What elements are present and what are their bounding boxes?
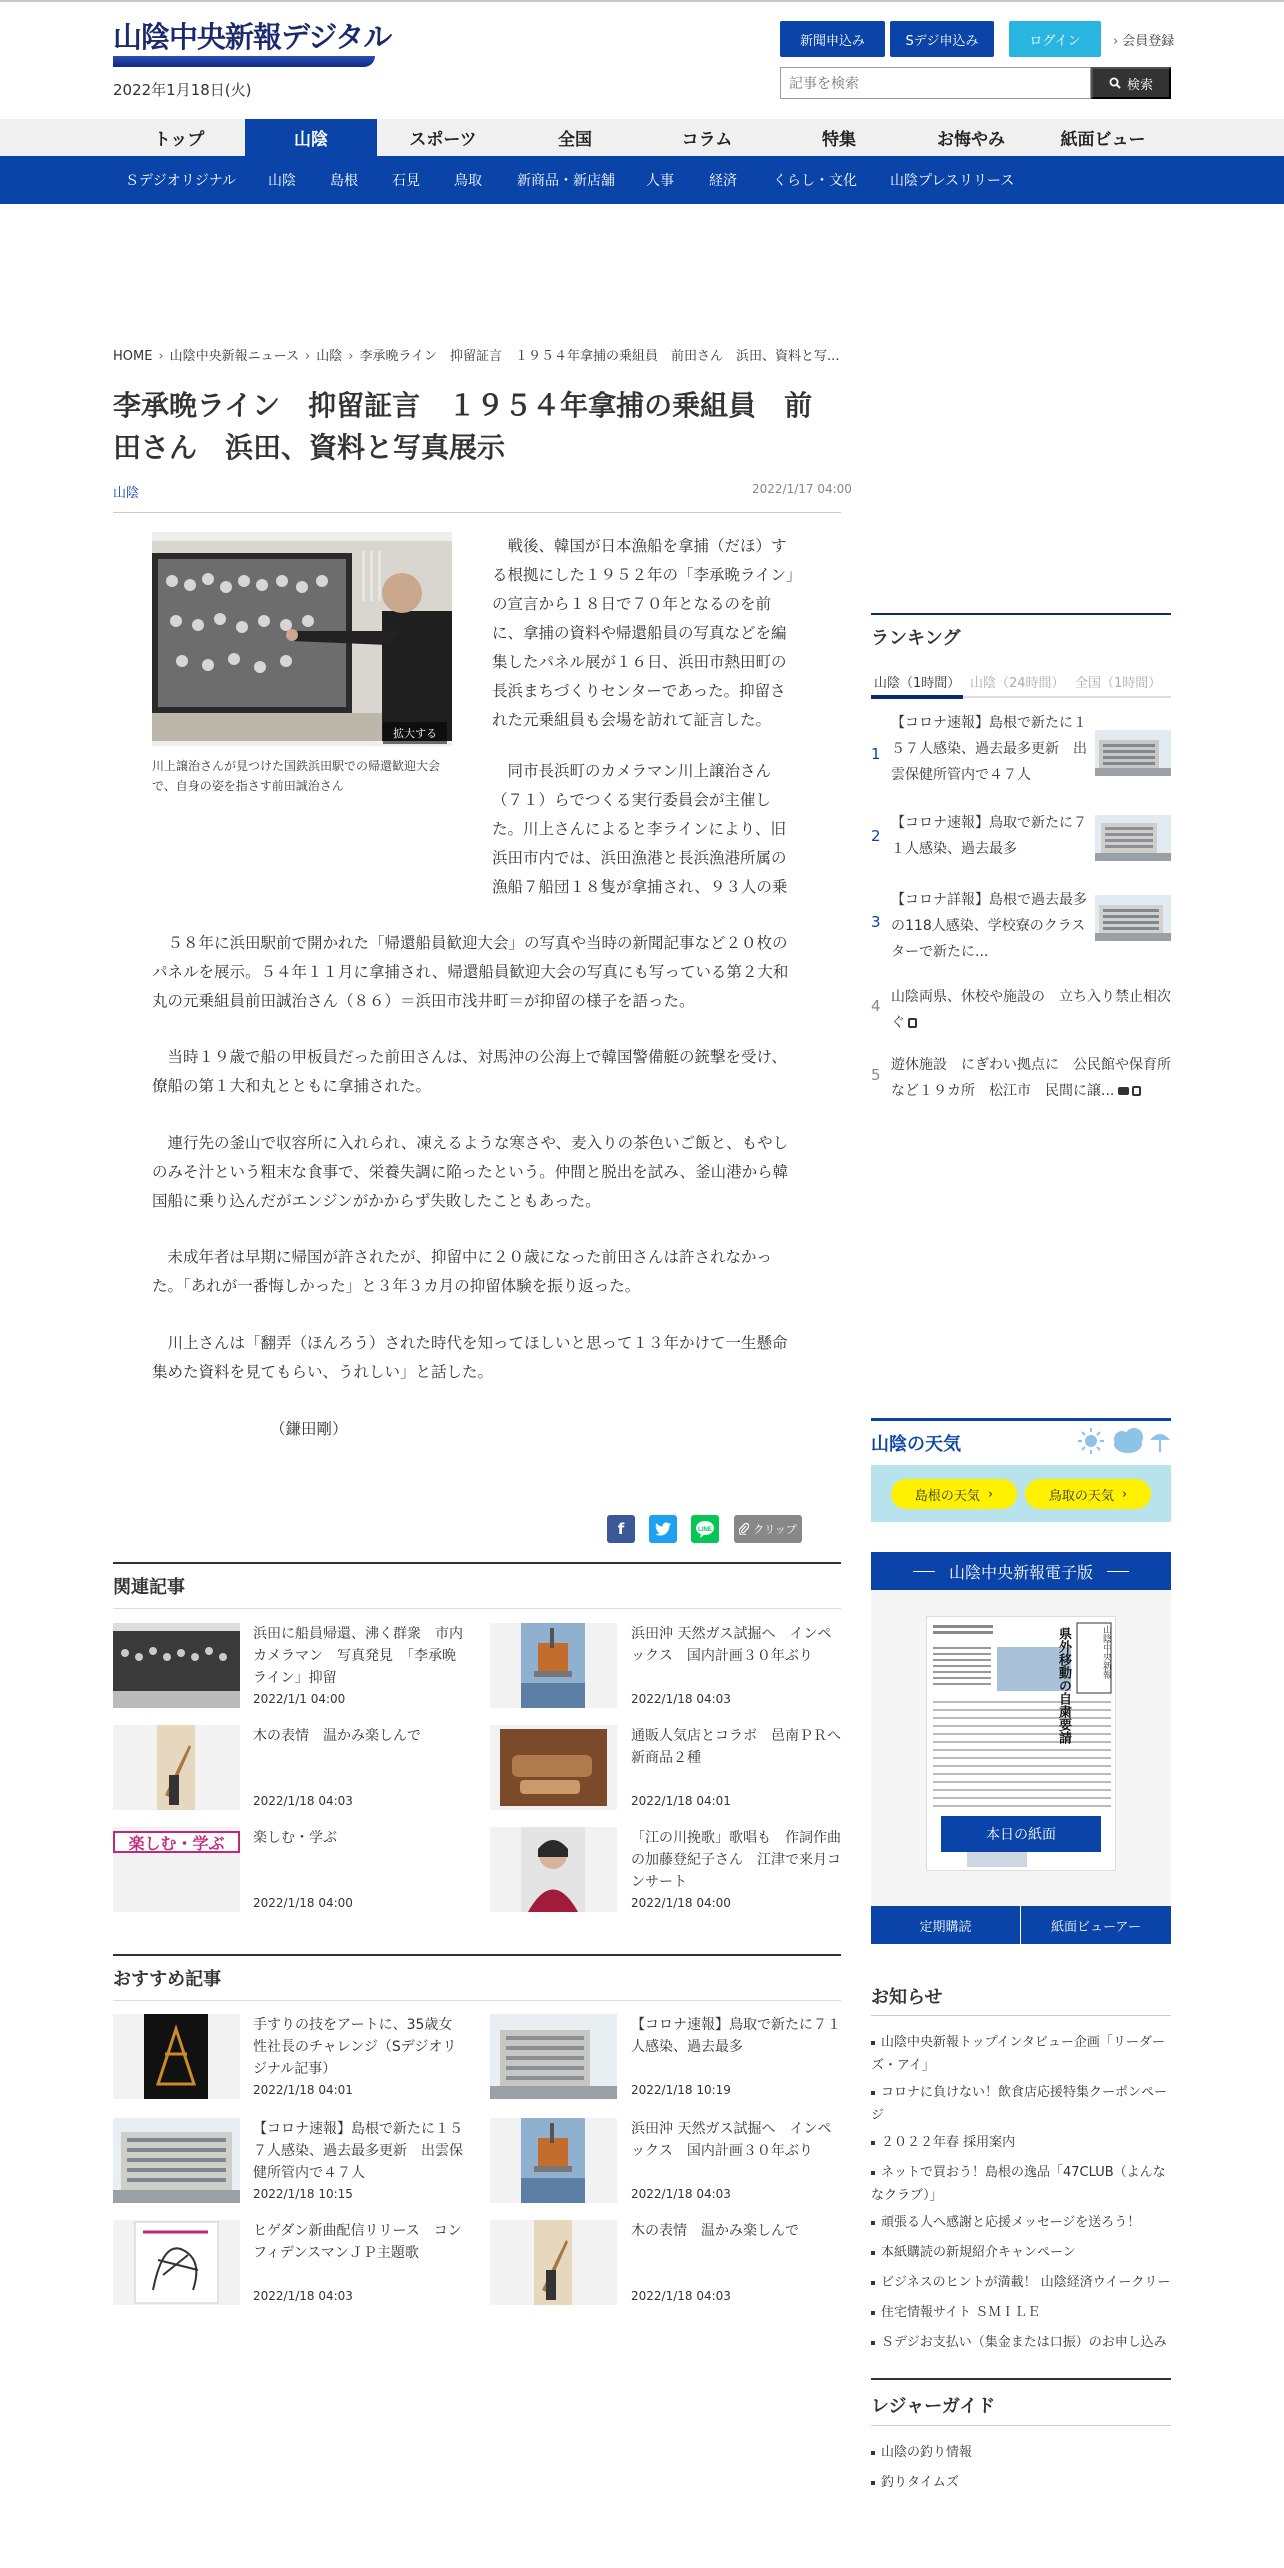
recommended-date-5: 2022/1/18 04:03 — [253, 2289, 353, 2303]
recommended-heading: おすすめ記事 — [113, 1969, 222, 1990]
article-paragraph-2-rest: た。川上さんによると李ラインにより、旧浜田市内では、浜田漁港と長浜漁港所属の漁船７船団１８隻が拿捕され、９３人の乗 — [492, 820, 788, 896]
gnav-national[interactable]: 全国 — [558, 130, 592, 150]
subscription-button[interactable]: 定期購読 — [871, 1906, 1020, 1944]
ranking-thumb — [1095, 730, 1171, 776]
ranking-number: 4 — [871, 997, 881, 1015]
ranking-title[interactable]: 【コロナ速報】鳥取で新たに７１人感染、過去最多 — [891, 815, 1087, 857]
umbrella-icon — [1150, 1434, 1170, 1452]
related-topline — [113, 1562, 841, 1564]
subnav-personnel[interactable]: 人事 — [646, 173, 674, 189]
register-label: 会員登録 — [1122, 34, 1175, 49]
paper-masthead: 山陰中央新報 — [1101, 1625, 1111, 1679]
recommended-title-5[interactable]: ヒゲダン新曲配信リリース コンフィデンスマンＪＰ主題歌 — [253, 2223, 462, 2261]
ranking-thumb — [1095, 815, 1171, 861]
recommended-date-1: 2022/1/18 04:01 — [253, 2083, 353, 2097]
gnav-paper-view[interactable]: 紙面ビュー — [1060, 130, 1146, 150]
gnav-top[interactable]: トップ — [153, 130, 205, 150]
paper-viewer-button[interactable]: 紙面ビューアー — [1021, 1906, 1171, 1944]
twitter-icon — [655, 1522, 671, 1536]
shimane-weather-label: 島根の天気 — [914, 1488, 980, 1504]
ranking-number: 5 — [871, 1066, 881, 1084]
chevron-right-icon: › — [987, 1486, 994, 1502]
title-divider — [113, 512, 841, 513]
ranking-title[interactable]: 山陰両県、休校や施設の 立ち入り禁止相次ぐ — [891, 989, 1171, 1031]
search-input[interactable] — [780, 67, 1091, 99]
related-date-6: 2022/1/18 04:00 — [631, 1896, 731, 1910]
sub-nav — [0, 156, 1284, 204]
gnav-sanin[interactable]: 山陰 — [245, 119, 377, 156]
chevron-right-icon: › — [1113, 34, 1119, 49]
search-button[interactable] — [1091, 67, 1171, 99]
recommended-topline — [113, 1954, 841, 1956]
breadcrumb-sanin[interactable]: 山陰 — [316, 349, 343, 364]
leisure-rule — [871, 2425, 1171, 2426]
tanoshimu-manabu-logo: 楽しむ・学ぶ — [113, 1831, 240, 1853]
subnav-press-release[interactable]: 山陰プレスリリース — [890, 173, 1015, 189]
related-heading: 関連記事 — [113, 1577, 185, 1598]
article-published: 2022/1/17 04:00 — [752, 482, 852, 496]
notice-link[interactable]: ネットで買おう！島根の逸品「47CLUB（よんななクラブ）」 — [871, 2161, 1171, 2207]
recommended-date-6: 2022/1/18 04:03 — [631, 2289, 731, 2303]
related-date-1: 2022/1/1 04:00 — [253, 1692, 346, 1706]
svg-text:LINE: LINE — [698, 1527, 712, 1533]
article-paragraph-6: 未成年者は早期に帰国が許されたが、抑留中に２０歳になった前田さんは許されなかった。「あれが一番悔しかった」と３年３カ月の抑留体験を振り返った。 — [152, 1248, 773, 1295]
recommended-title-1[interactable]: 手すりの技をアートに、35歳女性社長のチャレンジ（Sデジオリジナル記事） — [253, 2017, 457, 2077]
notice-link[interactable]: Ｓデジお支払い（集金または口振）のお申し込み — [871, 2331, 1171, 2354]
notice-link[interactable]: 山陰中央新報トップインタビュー企画「リーダーズ・アイ」 — [871, 2031, 1171, 2077]
breadcrumb-home[interactable]: HOME — [113, 349, 153, 364]
ranking-tab-national-1h[interactable]: 全国（1時間） — [1075, 676, 1162, 691]
related-thumb-6 — [490, 1827, 617, 1912]
ranking-tab-sanin-24h[interactable]: 山陰（24時間） — [970, 676, 1065, 691]
current-date: 2022年1月18日(火) — [113, 81, 252, 99]
leisure-link[interactable]: 山陰の釣り情報 — [871, 2441, 1171, 2464]
ranking-title[interactable]: 【コロナ速報】島根で新たに１５７人感染、過去最多更新 出雲保健所管内で４７人 — [891, 715, 1087, 783]
recommended-title-6[interactable]: 木の表情 温かみ楽しんで — [631, 2223, 799, 2239]
article-paragraph-1: 戦後、韓国が日本漁船を拿捕（だほ）する根拠にした１９５２年の「李承晩ライン」の宣言から１８日で７０年となるのを前に、拿捕の資料や帰還船員の写真などを編集したパネル展が１６日、浜田市熱田町の長浜まちづくりセンターであった。抑留された元乗組員も会場を訪れて証言した。 — [492, 537, 794, 729]
notices-rule — [871, 2015, 1171, 2016]
facebook-share-button[interactable] — [607, 1515, 635, 1543]
subscribe-button[interactable]: 新聞申込み — [780, 21, 885, 57]
ranking-title[interactable]: 【コロナ詳報】島根で過去最多の118人感染、学校寮のクラスターで新たに... — [891, 892, 1087, 960]
related-title-2[interactable]: 浜田沖 天然ガス試掘へ インペックス 国内計画３０年ぶり — [631, 1626, 832, 1664]
edition-heading-label: 山陰中央新報電子版 — [948, 1562, 1093, 1582]
notice-link[interactable]: 本紙購読の新規紹介キャンペーン — [871, 2241, 1171, 2264]
chevron-right-icon: › — [1121, 1486, 1128, 1502]
related-date-4: 2022/1/18 04:01 — [631, 1794, 731, 1808]
top-border — [0, 0, 1284, 2]
article-byline: （鎌田剛） — [270, 1420, 348, 1438]
paper-headline: 県外移動の自粛要請 — [1056, 1627, 1071, 1744]
recommended-thumb-1 — [113, 2014, 240, 2099]
weather-topline — [871, 1418, 1171, 1421]
related-title-5[interactable]: 楽しむ・学ぶ — [253, 1830, 337, 1846]
recommended-rule — [113, 2000, 841, 2001]
related-thumb-4 — [490, 1725, 617, 1810]
sun-icon — [1078, 1428, 1104, 1454]
ranking-number: 1 — [871, 745, 881, 763]
cloud-icon — [1114, 1428, 1143, 1453]
camera-icon — [1118, 1087, 1129, 1095]
edition-heading — [871, 1552, 1171, 1590]
logo-text: 山陰中央新報デジタル — [113, 20, 392, 54]
article-paragraph-2a: 同市長浜町のカメラマン川上譲治さん（７１）らでつくる実行委員会が主催し — [492, 762, 772, 809]
ranking-topline — [871, 613, 1171, 615]
recommended-thumb-3 — [113, 2118, 240, 2203]
tottori-weather-label: 鳥取の天気 — [1048, 1488, 1114, 1504]
notice-link[interactable]: 頑張る人へ感謝と応援メッセージを送ろう！ — [871, 2211, 1171, 2234]
global-nav — [0, 119, 1284, 156]
related-thumb-5 — [113, 1827, 240, 1912]
article-paragraph-3: ５８年に浜田駅前で開かれた「帰還船員歓迎大会」の写真や当時の新聞記事など２０枚のパネルを展示。５４年１１月に拿捕され、帰還船員歓迎大会の写真にも写っている第２大和丸の元乗組員前田誠治さん（８６）＝浜田市浅井町＝が抑留の様子を語った。 — [152, 934, 789, 1010]
lock-icon — [1132, 1086, 1141, 1096]
clip-label: クリップ — [753, 1523, 797, 1536]
ranking-thumb — [1095, 895, 1171, 941]
weather-icons — [1078, 1426, 1172, 1458]
related-title-4[interactable]: 通販人気店とコラボ 邑南ＰＲへ新商品２種 — [631, 1728, 841, 1766]
notice-link[interactable]: ビジネスのヒントが満載！ 山陰経済ウイークリー — [871, 2271, 1171, 2294]
subnav-shimane[interactable]: 島根 — [330, 173, 358, 189]
recommended-date-2: 2022/1/18 10:19 — [631, 2083, 731, 2097]
ranking-number: 2 — [871, 827, 881, 845]
gnav-sports[interactable]: スポーツ — [409, 130, 477, 150]
recommended-date-3: 2022/1/18 10:15 — [253, 2187, 353, 2201]
subnav-economy[interactable]: 経済 — [709, 173, 737, 189]
tottori-weather-button[interactable] — [1025, 1479, 1151, 1509]
related-thumb-1 — [113, 1623, 240, 1708]
subnav-sanin[interactable]: 山陰 — [268, 173, 296, 189]
gnav-column[interactable]: コラム — [681, 130, 733, 150]
subnav-new-products[interactable]: 新商品・新店舗 — [517, 173, 615, 189]
register-link[interactable] — [1113, 30, 1174, 49]
leisure-heading: レジャーガイド — [871, 2396, 996, 2417]
ranking-number: 3 — [871, 913, 881, 931]
sdigi-signup-button[interactable]: Sデジ申込み — [890, 21, 994, 57]
line-icon — [695, 1520, 715, 1538]
article-paragraph-2 — [152, 757, 798, 815]
chevron-right-icon: › — [348, 349, 354, 364]
logo-underline — [113, 56, 375, 67]
search-button-label: 検索 — [1126, 76, 1153, 92]
gnav-obituary[interactable]: お悔やみ — [937, 130, 1005, 150]
related-date-2: 2022/1/18 04:03 — [631, 1692, 731, 1706]
notice-link[interactable]: ２０２２年春 採用案内 — [871, 2131, 1171, 2154]
facebook-icon: f — [617, 1520, 625, 1538]
leisure-topline — [871, 2378, 1171, 2380]
recommended-title-2[interactable]: 【コロナ速報】鳥取で新たに７１人感染、過去最多 — [631, 2017, 841, 2055]
related-date-3: 2022/1/18 04:03 — [253, 1794, 353, 1808]
related-title-6[interactable]: 「江の川挽歌」歌唱も 作詞作曲の加藤登紀子さん 江津で来月コンサート — [631, 1830, 841, 1890]
related-date-5: 2022/1/18 04:00 — [253, 1896, 353, 1910]
related-thumb-3 — [113, 1725, 240, 1810]
subnav-tottori[interactable]: 鳥取 — [454, 173, 482, 189]
ranking-title[interactable]: 遊休施設 にぎわい拠点に 公民館や保育所など１９カ所 松江市 民間に譲... — [891, 1057, 1171, 1099]
subnav-sdigi-original[interactable]: Ｓデジオリジナル — [125, 173, 237, 189]
enlarge-photo-button[interactable]: 拡大する — [383, 722, 447, 744]
ranking-heading: ランキング — [871, 628, 961, 649]
photo-caption: 川上譲治さんが見つけた国鉄浜田駅での帰還歓迎大会で、自身の姿を指さす前田誠治さん — [152, 759, 441, 793]
leisure-link[interactable]: 釣りタイムズ — [871, 2471, 1171, 2494]
login-button[interactable]: ログイン — [1009, 21, 1101, 57]
shimane-weather-button[interactable] — [891, 1479, 1017, 1509]
article-title: 李承晩ライン 抑留証言 １９５４年拿捕の乗組員 前田さん 浜田、資料と写真展示 — [113, 389, 813, 464]
lock-icon — [908, 1018, 917, 1028]
recommended-thumb-4 — [490, 2118, 617, 2203]
search-icon — [1109, 77, 1121, 89]
subnav-life-culture[interactable]: くらし・文化 — [773, 173, 857, 189]
line-share-button[interactable] — [691, 1515, 719, 1543]
weather-heading: 山陰の天気 — [871, 1434, 961, 1455]
breadcrumb-current: 李承晩ライン 抑留証言 １９５４年拿捕の乗組員 前田さん 浜田、資料と写... — [359, 349, 840, 364]
article-category[interactable]: 山陰 — [113, 486, 140, 501]
chevron-right-icon: › — [305, 349, 311, 364]
breadcrumb-news[interactable]: 山陰中央新報ニュース — [169, 349, 300, 364]
breadcrumb — [113, 345, 839, 364]
related-title-3[interactable]: 木の表情 温かみ楽しんで — [253, 1728, 421, 1744]
chevron-right-icon: › — [158, 349, 164, 364]
recommended-title-3[interactable]: 【コロナ速報】島根で新たに１５７人感染、過去最多更新 出雲保健所管内で４７人 — [253, 2121, 463, 2181]
recommended-thumb-2 — [490, 2014, 617, 2099]
article-paragraph-5: 連行先の釜山で収容所に入れられ、凍えるような寒さや、麦入りの茶色いご飯と、もやしのみそ汁という粗末な食事で、栄養失調に陥ったという。仲間と脱出を試み、釜山港から韓国船に乗り込んだがエンジンがかからず失敗したこともあった。 — [152, 1134, 789, 1210]
notice-link[interactable]: 住宅情報サイト ＳＭＩＬＥ — [871, 2301, 1171, 2324]
recommended-date-4: 2022/1/18 04:03 — [631, 2187, 731, 2201]
recommended-thumb-6 — [490, 2220, 617, 2305]
recommended-thumb-5 — [113, 2220, 240, 2305]
article-photo[interactable] — [152, 541, 452, 741]
today-paper-button[interactable]: 本日の紙面 — [941, 1816, 1101, 1852]
site-logo[interactable] — [113, 20, 392, 68]
related-rule — [113, 1608, 841, 1609]
related-thumb-2 — [490, 1623, 617, 1708]
ranking-tab-sanin-1h[interactable]: 山陰（1時間） — [874, 676, 961, 691]
subnav-iwami[interactable]: 石見 — [392, 173, 420, 189]
related-title-1[interactable]: 浜田に船員帰還、沸く群衆 市内カメラマン 写真発見 「李承晩ライン」抑留 — [253, 1626, 463, 1686]
gnav-feature[interactable]: 特集 — [822, 130, 856, 150]
recommended-title-4[interactable]: 浜田沖 天然ガス試掘へ インペックス 国内計画３０年ぶり — [631, 2121, 832, 2159]
ranking-tab-active-indicator — [871, 695, 963, 699]
paperclip-icon — [739, 1523, 749, 1535]
clip-button[interactable] — [734, 1515, 802, 1543]
notice-link[interactable]: コロナに負けない！飲食店応援特集クーポンページ — [871, 2081, 1171, 2127]
notices-heading: お知らせ — [871, 1987, 943, 2008]
twitter-share-button[interactable] — [649, 1515, 677, 1543]
article-paragraph-7: 川上さんは「翻弄（ほんろう）された時代を知ってほしいと思って１３年かけて一生懸命集めた資料を見てもらい、うれしい」と話した。 — [152, 1334, 788, 1381]
article-paragraph-4: 当時１９歳で船の甲板員だった前田さんは、対馬沖の公海上で韓国警備艇の銃撃を受け、僚船の第１大和丸とともに拿捕された。 — [152, 1048, 787, 1095]
